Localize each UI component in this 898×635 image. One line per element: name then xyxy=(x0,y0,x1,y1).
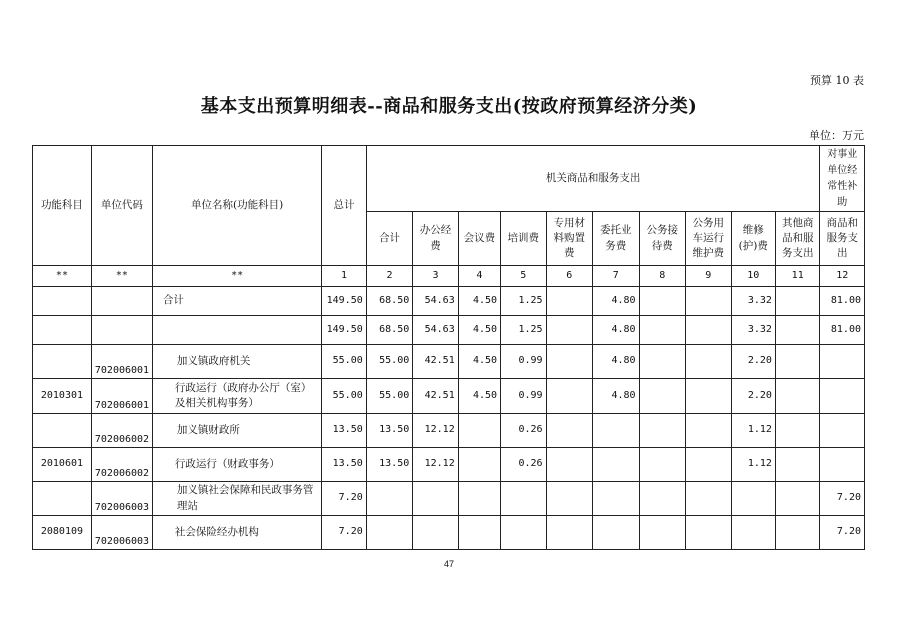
function-subject-cell: 2010301 xyxy=(33,379,92,414)
table-row xyxy=(33,345,865,379)
value-cell: 4.80 xyxy=(593,379,640,414)
value-cell xyxy=(639,379,686,414)
value-cell: 68.50 xyxy=(366,287,413,316)
table-row xyxy=(33,448,865,482)
unit-label: 单位：万元 xyxy=(809,129,864,142)
value-cell xyxy=(731,482,775,516)
value-cell: 13.50 xyxy=(322,448,366,482)
value-cell: 12.12 xyxy=(413,448,458,482)
value-cell: 13.50 xyxy=(366,448,413,482)
col-header-unit-code: 单位代码 xyxy=(91,146,152,266)
col-header-sub-3: 会议费 xyxy=(458,212,500,266)
value-cell: 1.25 xyxy=(501,287,546,316)
index-cell: 4 xyxy=(458,266,500,287)
col-header-sub-11: 商品和 服务支 出 xyxy=(820,212,865,266)
value-cell: 7.20 xyxy=(322,516,366,550)
value-cell xyxy=(686,482,731,516)
col-group-org-goods-services: 机关商品和服务支出 xyxy=(366,146,820,212)
value-cell: 68.50 xyxy=(366,316,413,345)
col-header-sub-4: 培训费 xyxy=(501,212,546,266)
unit-code-cell: 702006001 xyxy=(91,379,152,414)
value-cell: 4.80 xyxy=(593,287,640,316)
value-cell xyxy=(593,448,640,482)
function-subject-cell xyxy=(33,316,92,345)
value-cell xyxy=(593,414,640,448)
unit-name-cell: 加义镇社会保障和民政事务管理站 xyxy=(152,482,321,516)
value-cell xyxy=(366,482,413,516)
col-header-sub-1: 合计 xyxy=(366,212,413,266)
value-cell xyxy=(546,448,593,482)
page-number: 47 xyxy=(443,559,454,569)
table-row xyxy=(33,287,865,316)
value-cell: 4.50 xyxy=(458,316,500,345)
unit-code-cell xyxy=(91,287,152,316)
value-cell: 1.12 xyxy=(731,414,775,448)
value-cell xyxy=(639,345,686,379)
value-cell xyxy=(546,516,593,550)
unit-name-cell xyxy=(152,316,321,345)
function-subject-cell xyxy=(33,482,92,516)
col-group-subsidy: 对事业 单位经 常性补 助 xyxy=(820,146,865,212)
value-cell xyxy=(775,448,820,482)
unit-name-cell: 行政运行（政府办公厅（室）及相关机构事务） xyxy=(152,379,321,414)
value-cell xyxy=(413,516,458,550)
value-cell: 2.20 xyxy=(731,345,775,379)
value-cell: 2.20 xyxy=(731,379,775,414)
index-cell: 3 xyxy=(413,266,458,287)
value-cell xyxy=(639,516,686,550)
unit-name-cell: 加义镇财政所 xyxy=(152,414,321,448)
unit-code-cell: 702006001 xyxy=(91,345,152,379)
value-cell xyxy=(546,482,593,516)
table-row xyxy=(33,414,865,448)
value-cell: 42.51 xyxy=(413,379,458,414)
value-cell: 54.63 xyxy=(413,316,458,345)
value-cell xyxy=(639,414,686,448)
value-cell xyxy=(458,448,500,482)
value-cell: 12.12 xyxy=(413,414,458,448)
value-cell xyxy=(458,482,500,516)
value-cell xyxy=(639,287,686,316)
index-cell: 10 xyxy=(731,266,775,287)
value-cell: 4.50 xyxy=(458,379,500,414)
value-cell xyxy=(775,287,820,316)
budget-table xyxy=(32,145,865,550)
index-cell: ** xyxy=(91,266,152,287)
index-cell: ** xyxy=(33,266,92,287)
table-row xyxy=(33,482,865,516)
unit-code-cell xyxy=(91,316,152,345)
value-cell: 3.32 xyxy=(731,287,775,316)
col-header-function-subject: 功能科目 xyxy=(33,146,92,266)
value-cell xyxy=(820,345,865,379)
value-cell xyxy=(546,345,593,379)
value-cell: 4.50 xyxy=(458,345,500,379)
value-cell xyxy=(501,516,546,550)
value-cell xyxy=(686,516,731,550)
value-cell xyxy=(775,516,820,550)
value-cell: 0.26 xyxy=(501,414,546,448)
value-cell: 4.80 xyxy=(593,316,640,345)
value-cell xyxy=(593,516,640,550)
index-cell: ** xyxy=(152,266,321,287)
unit-code-cell: 702006003 xyxy=(91,516,152,550)
unit-code-cell: 702006002 xyxy=(91,448,152,482)
value-cell xyxy=(593,482,640,516)
value-cell: 3.32 xyxy=(731,316,775,345)
value-cell xyxy=(686,345,731,379)
value-cell xyxy=(639,316,686,345)
table-code-label: 预算 10 表 xyxy=(810,74,864,87)
index-cell: 9 xyxy=(686,266,731,287)
value-cell xyxy=(686,379,731,414)
value-cell xyxy=(686,414,731,448)
value-cell xyxy=(775,414,820,448)
function-subject-cell xyxy=(33,287,92,316)
value-cell: 13.50 xyxy=(322,414,366,448)
col-header-sub-2: 办公经 费 xyxy=(413,212,458,266)
col-header-sub-5: 专用材 料购置 费 xyxy=(546,212,593,266)
value-cell xyxy=(458,516,500,550)
value-cell: 81.00 xyxy=(820,287,865,316)
index-cell: 8 xyxy=(639,266,686,287)
table-row xyxy=(33,379,865,414)
value-cell xyxy=(686,316,731,345)
col-header-total: 总计 xyxy=(322,146,366,266)
col-header-sub-7: 公务接 待费 xyxy=(639,212,686,266)
value-cell: 149.50 xyxy=(322,316,366,345)
value-cell xyxy=(546,379,593,414)
index-cell: 2 xyxy=(366,266,413,287)
value-cell xyxy=(366,516,413,550)
value-cell xyxy=(413,482,458,516)
value-cell: 149.50 xyxy=(322,287,366,316)
function-subject-cell: 2080109 xyxy=(33,516,92,550)
value-cell xyxy=(686,448,731,482)
index-cell: 7 xyxy=(593,266,640,287)
value-cell: 1.12 xyxy=(731,448,775,482)
value-cell xyxy=(639,482,686,516)
value-cell: 55.00 xyxy=(366,345,413,379)
value-cell: 7.20 xyxy=(322,482,366,516)
value-cell xyxy=(546,316,593,345)
value-cell xyxy=(775,379,820,414)
value-cell xyxy=(820,379,865,414)
value-cell: 54.63 xyxy=(413,287,458,316)
header-row-1 xyxy=(33,146,865,212)
index-cell: 1 xyxy=(322,266,366,287)
unit-code-cell: 702006003 xyxy=(91,482,152,516)
col-header-sub-10: 其他商 品和服 务支出 xyxy=(775,212,820,266)
value-cell xyxy=(458,414,500,448)
table-row xyxy=(33,316,865,345)
value-cell: 4.80 xyxy=(593,345,640,379)
col-header-sub-8: 公务用 车运行 维护费 xyxy=(686,212,731,266)
index-row xyxy=(33,266,865,287)
value-cell: 55.00 xyxy=(322,379,366,414)
page-title: 基本支出预算明细表--商品和服务支出(按政府预算经济分类) xyxy=(200,96,698,117)
col-header-sub-9: 维修 (护)费 xyxy=(731,212,775,266)
function-subject-cell: 2010601 xyxy=(33,448,92,482)
value-cell xyxy=(775,316,820,345)
value-cell: 81.00 xyxy=(820,316,865,345)
index-cell: 12 xyxy=(820,266,865,287)
unit-name-cell: 行政运行（财政事务） xyxy=(152,448,321,482)
col-header-sub-6: 委托业 务费 xyxy=(593,212,640,266)
function-subject-cell xyxy=(33,345,92,379)
value-cell: 7.20 xyxy=(820,482,865,516)
value-cell xyxy=(820,414,865,448)
index-cell: 11 xyxy=(775,266,820,287)
value-cell: 1.25 xyxy=(501,316,546,345)
unit-name-cell: 加义镇政府机关 xyxy=(152,345,321,379)
value-cell: 4.50 xyxy=(458,287,500,316)
index-cell: 6 xyxy=(546,266,593,287)
value-cell xyxy=(501,482,546,516)
value-cell: 0.26 xyxy=(501,448,546,482)
value-cell xyxy=(639,448,686,482)
value-cell: 0.99 xyxy=(501,345,546,379)
col-header-unit-name: 单位名称(功能科目) xyxy=(152,146,321,266)
value-cell: 55.00 xyxy=(366,379,413,414)
value-cell xyxy=(775,482,820,516)
value-cell xyxy=(731,516,775,550)
value-cell: 0.99 xyxy=(501,379,546,414)
unit-name-cell: 合计 xyxy=(152,287,321,316)
value-cell xyxy=(546,287,593,316)
value-cell xyxy=(686,287,731,316)
value-cell xyxy=(546,414,593,448)
function-subject-cell xyxy=(33,414,92,448)
value-cell: 7.20 xyxy=(820,516,865,550)
table-row xyxy=(33,516,865,550)
index-cell: 5 xyxy=(501,266,546,287)
unit-name-cell: 社会保险经办机构 xyxy=(152,516,321,550)
value-cell: 42.51 xyxy=(413,345,458,379)
value-cell: 55.00 xyxy=(322,345,366,379)
unit-code-cell: 702006002 xyxy=(91,414,152,448)
value-cell xyxy=(820,448,865,482)
value-cell: 13.50 xyxy=(366,414,413,448)
value-cell xyxy=(775,345,820,379)
